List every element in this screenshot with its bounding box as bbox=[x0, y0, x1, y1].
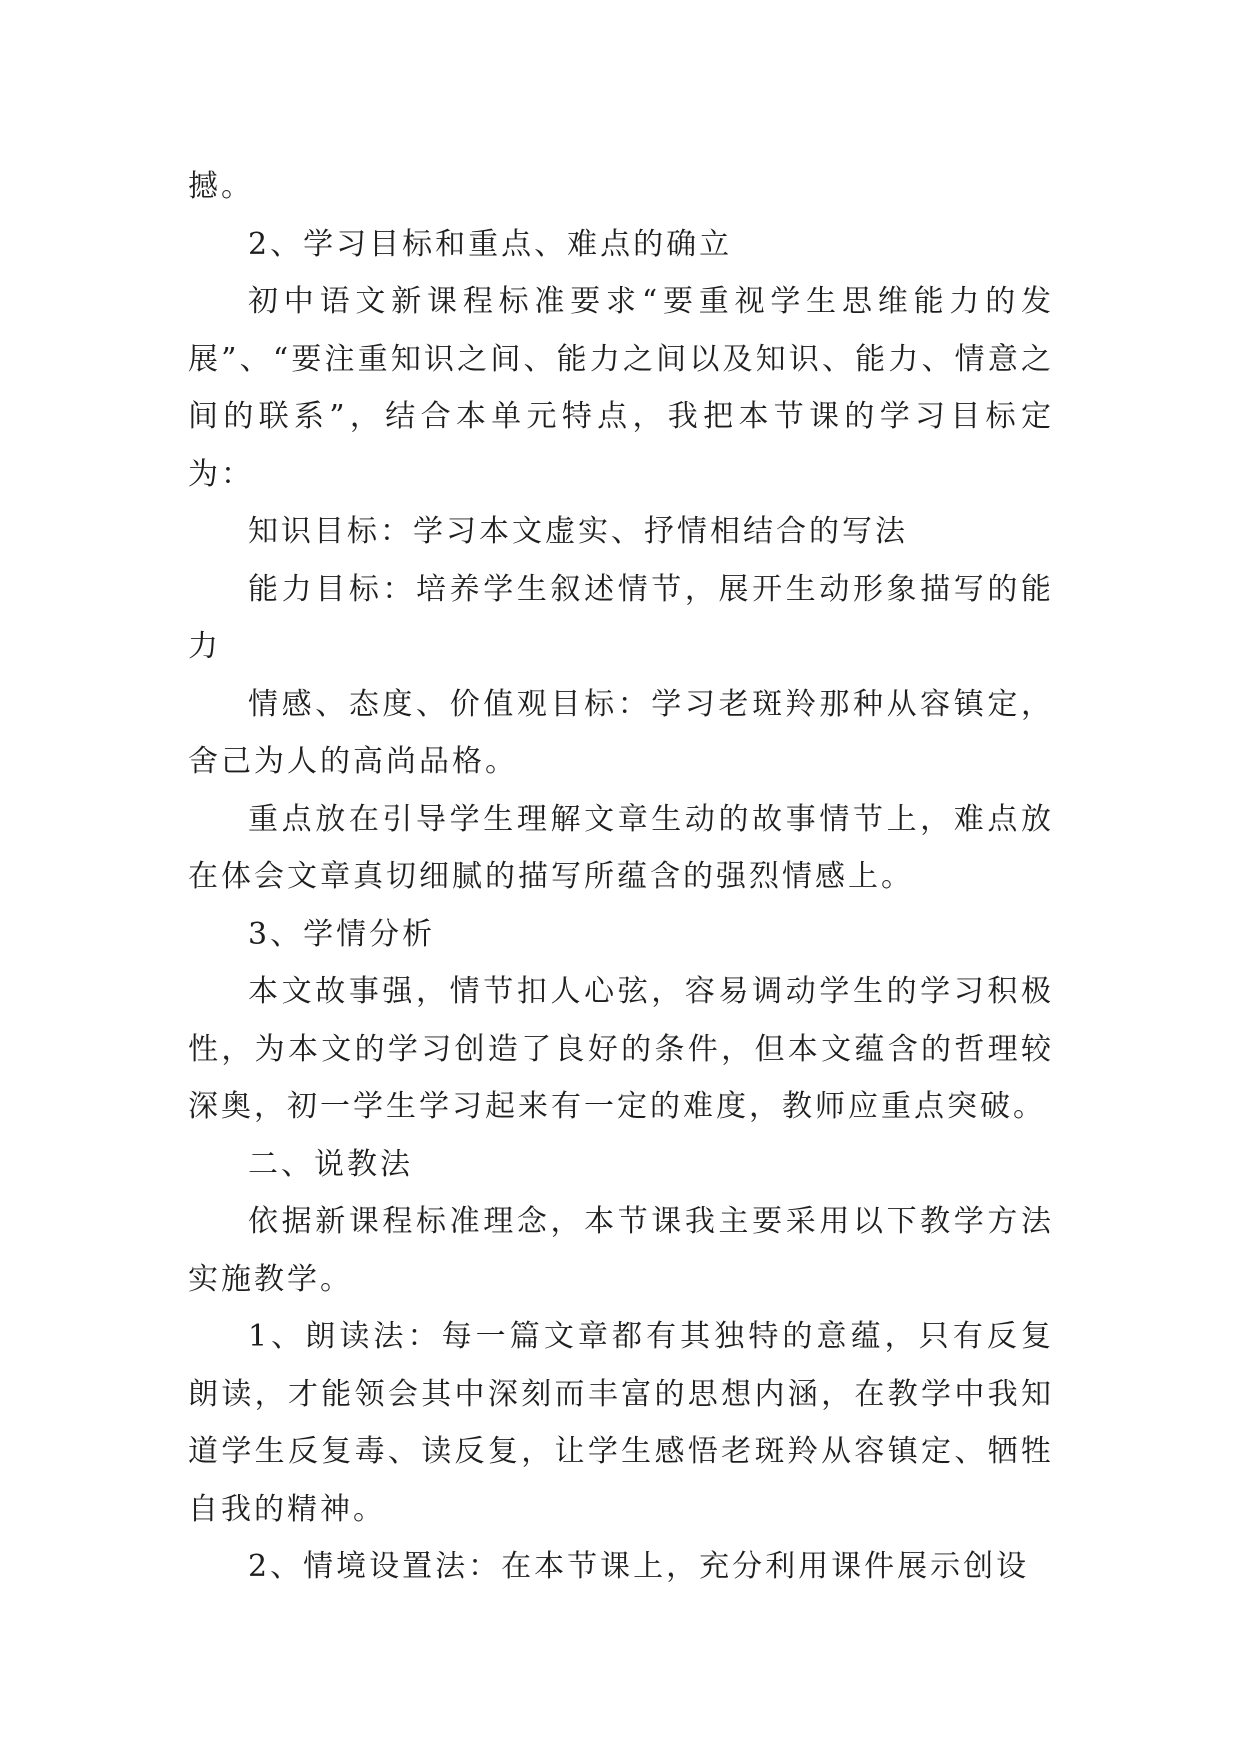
paragraph-ability-goal: 能力目标：培养学生叙述情节，展开生动形象描写的能力 bbox=[188, 571, 1054, 664]
section-heading-learning-goals: 2、学习目标和重点、难点的确立 bbox=[248, 226, 733, 262]
section-heading-teaching-methods: 二、说教法 bbox=[248, 1146, 413, 1182]
paragraph-reading-method: 1、朗读法：每一篇文章都有其独特的意蕴，只有反复朗读，才能领会其中深刻而丰富的思想内涵，在教学中我知道学生反复毒、读反复，让学生感悟老斑羚从容镇定、牺牲自我的精神。 bbox=[188, 1319, 1054, 1527]
paragraph-knowledge-goal: 知识目标：学习本文虚实、抒情相结合的写法 bbox=[248, 514, 908, 549]
document-body bbox=[188, 158, 1054, 1596]
paragraph-situation-method: 2、情境设置法：在本节课上，充分利用课件展示创设 bbox=[248, 1549, 1030, 1584]
paragraph-emotion-goal: 情感、态度、价值观目标：学习老斑羚那种从容镇定，舍己为人的高尚品格。 bbox=[188, 686, 1054, 779]
paragraph-curriculum-standard: 初中语文新课程标准要求“要重视学生思维能力的发展”、“要注重知识之间、能力之间以及知识、能力、情意之间的联系”，结合本单元特点，我把本节课的学习目标定为： bbox=[188, 284, 1054, 492]
paragraph-methods-intro: 依据新课程标准理念，本节课我主要采用以下教学方法实施教学。 bbox=[188, 1204, 1054, 1297]
section-heading-student-analysis: 3、学情分析 bbox=[248, 916, 436, 952]
paragraph-key-points: 重点放在引导学生理解文章生动的故事情节上，难点放在体会文章真切细腻的描写所蕴含的强烈情感上。 bbox=[188, 801, 1054, 894]
paragraph-continuation: 撼。 bbox=[188, 169, 254, 204]
paragraph-student-analysis: 本文故事强，情节扣人心弦，容易调动学生的学习积极性，为本文的学习创造了良好的条件，但本文蕴含的哲理较深奥，初一学生学习起来有一定的难度，教师应重点突破。 bbox=[188, 974, 1054, 1124]
